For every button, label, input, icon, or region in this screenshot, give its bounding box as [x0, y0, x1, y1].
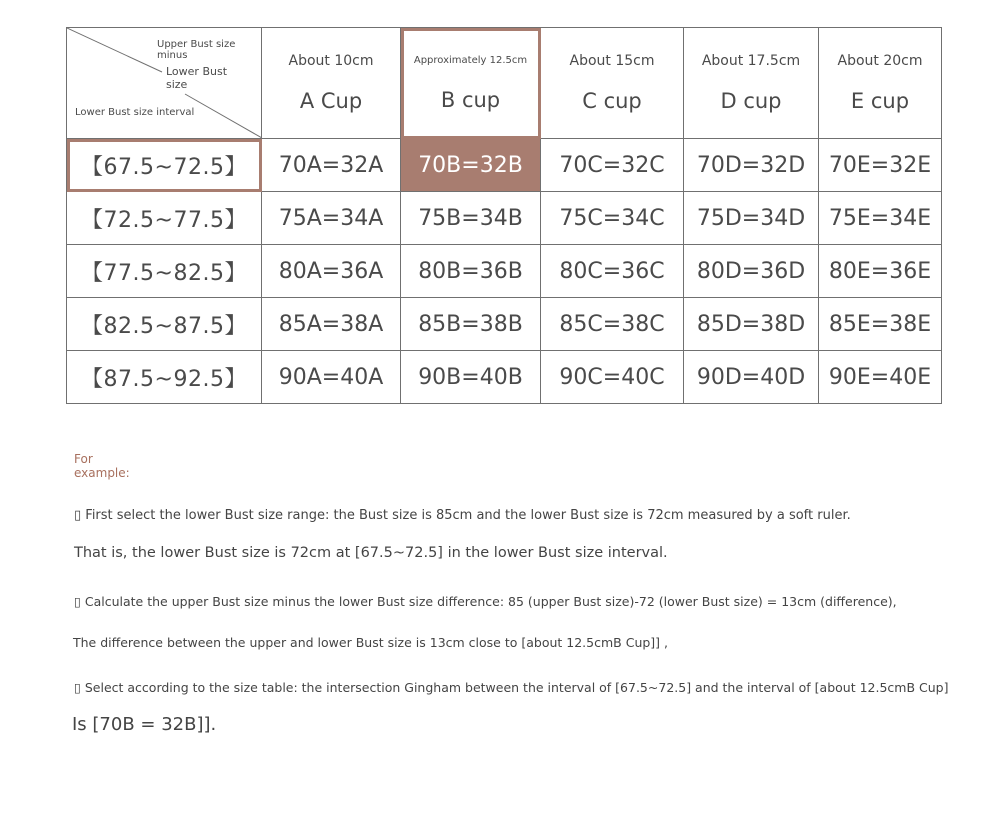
size-cell: 90C=40C: [541, 351, 684, 404]
column-about-label: Approximately 12.5cm: [413, 54, 528, 66]
step-3-result-text: Is [70B = 32B]].: [72, 714, 217, 735]
column-about-label: About 10cm: [288, 53, 374, 69]
size-cell: 75B=34B: [401, 192, 541, 245]
size-cell: 75E=34E: [819, 192, 942, 245]
column-header-a: [262, 28, 401, 139]
step-1-text: ▯ First select the lower Bust size range: the Bust size is 85cm and the lower Bust size is 72cm measured by a soft ruler.: [74, 508, 851, 523]
bra-size-table: [66, 27, 942, 404]
interval-cell: 【77.5~82.5】: [67, 245, 262, 298]
size-cell: 80C=36C: [541, 245, 684, 298]
table-row: [67, 245, 942, 298]
step-2-result-text: The difference between the upper and lower Bust size is 13cm close to [about 12.5cmB Cup]] ,: [73, 635, 668, 650]
table-row: [67, 139, 942, 192]
size-cell: 85C=38C: [541, 298, 684, 351]
size-cell: 75D=34D: [684, 192, 819, 245]
size-cell: 80D=36D: [684, 245, 819, 298]
corner-header-cell: [67, 28, 262, 139]
size-cell: 90A=40A: [262, 351, 401, 404]
size-cell: 90B=40B: [401, 351, 541, 404]
column-about-label: About 20cm: [837, 53, 923, 69]
column-header-e: [819, 28, 942, 139]
column-header-d: [684, 28, 819, 139]
column-cup-label: B cup: [440, 87, 501, 112]
interval-cell: 【67.5~72.5】: [67, 139, 262, 192]
step-2-text: ▯ Calculate the upper Bust size minus the lower Bust size difference: 85 (upper Bust size)-72 (lower Bust size) = 13cm (difference),: [74, 594, 897, 609]
interval-cell: 【82.5~87.5】: [67, 298, 262, 351]
size-cell: 90D=40D: [684, 351, 819, 404]
step-1-result-text: That is, the lower Bust size is 72cm at [67.5~72.5] in the lower Bust size interval.: [74, 545, 668, 561]
size-cell: 80B=36B: [401, 245, 541, 298]
size-cell-highlighted: 70B=32B: [401, 139, 541, 192]
size-cell: 85B=38B: [401, 298, 541, 351]
table-row: [67, 192, 942, 245]
column-cup-label: C cup: [582, 89, 642, 113]
table-row: [67, 298, 942, 351]
table-row: [67, 351, 942, 404]
lower-bust-interval-label: Lower Bust size interval: [75, 107, 195, 118]
size-cell: 75C=34C: [541, 192, 684, 245]
column-about-label: About 17.5cm: [701, 53, 801, 69]
column-cup-label: A Cup: [299, 89, 363, 113]
table-header-row: [67, 28, 942, 139]
size-cell: 90E=40E: [819, 351, 942, 404]
column-about-label: About 15cm: [569, 53, 655, 69]
size-cell: 80A=36A: [262, 245, 401, 298]
lower-bust-label: Lower Bust size: [166, 65, 228, 91]
size-cell: 75A=34A: [262, 192, 401, 245]
interval-cell: 【72.5~77.5】: [67, 192, 262, 245]
column-cup-label: D cup: [720, 89, 782, 113]
step-3-text: ▯ Select according to the size table: the intersection Gingham between the interval of [67.5~72.5] and the interval of [about 12.5cmB Cup]: [74, 680, 949, 695]
size-cell: 70D=32D: [684, 139, 819, 192]
column-header-b: [401, 28, 541, 139]
size-cell: 70E=32E: [819, 139, 942, 192]
size-cell: 85A=38A: [262, 298, 401, 351]
size-cell: 85D=38D: [684, 298, 819, 351]
interval-cell: 【87.5~92.5】: [67, 351, 262, 404]
size-cell: 70C=32C: [541, 139, 684, 192]
size-cell: 85E=38E: [819, 298, 942, 351]
for-example-label: For example:: [74, 452, 130, 480]
size-cell: 80E=36E: [819, 245, 942, 298]
upper-bust-minus-label: Upper Bust size minus: [157, 39, 236, 61]
column-header-c: [541, 28, 684, 139]
size-cell: 70A=32A: [262, 139, 401, 192]
column-cup-label: E cup: [850, 89, 910, 113]
